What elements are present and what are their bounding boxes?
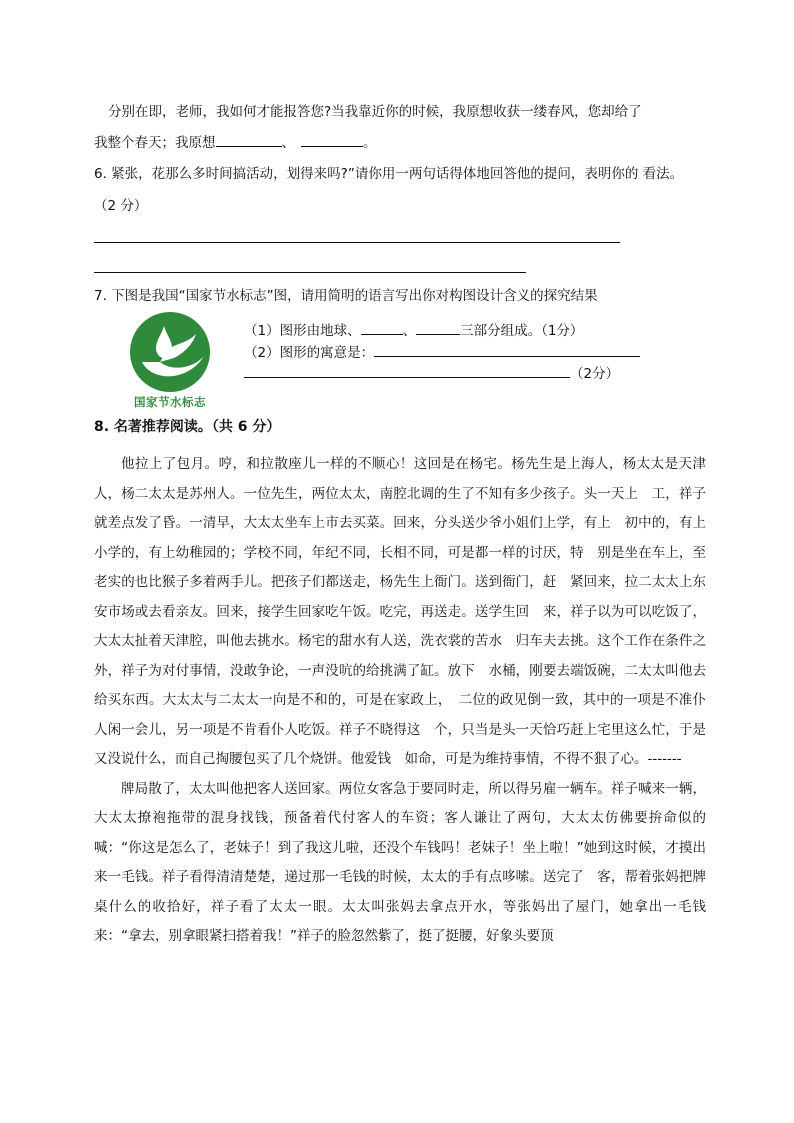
q7-blank-3[interactable] <box>374 342 640 357</box>
q7-item1 <box>244 320 583 341</box>
section5-line1: 分别在即，老师，我如何才能报答您?当我靠近你的时候，我原想收获一缕春风，您却给了 <box>108 104 642 120</box>
q7-text: 7. 下图是我国“国家节水标志”图，请用简明的语言写出你对构图设计含义的探究结果 <box>94 288 598 304</box>
logo-caption: 国家节水标志 <box>134 395 206 409</box>
q6-answer-line-1[interactable] <box>94 242 620 243</box>
section5-line2 <box>94 132 377 153</box>
q7-item1-sep: 、 <box>402 323 417 339</box>
section5-sep: 、 <box>281 135 295 151</box>
q7-item2-prefix: （2）图形的寓意是： <box>244 345 375 361</box>
q8-title: 8. 名著推荐阅读。（共 6 分） <box>94 419 281 435</box>
q8-passage <box>94 450 706 952</box>
q7-item2 <box>244 342 640 363</box>
section5-end: 。 <box>363 135 377 151</box>
q7-item1-suffix: 三部分组成。（1分） <box>460 323 584 339</box>
water-saving-logo-icon <box>122 312 218 396</box>
q6-text: 6. 紧张，花那么多时间搞活动，划得来吗?”请你用一两句话得体地回答他的提问，表明你的 看法。 <box>94 166 684 182</box>
q6-score: （2 分） <box>94 198 148 214</box>
q8-paragraph-2: 牌局散了，太太叫他把客人送回家。两位女客急于要同时走，所以得另雇一辆车。祥子喊来一辆，大太太撩袍拖带的混身找钱，预备着代付客人的车资；客人谦让了两句，大太太仿佛要拚命似的喊：“你这是怎么了，老妹子！到了我这儿啦，还没个车钱吗！老妹子！坐上啦！”她到这时候，才摸出来一毛钱。祥子看得清清楚楚，递过那一毛钱的时候，太太的手有点哆嗦。送完了 客，帮着张妈把牌桌什么的收拾好，祥子看了太太一眼。太太叫张妈去拿点开水，等张妈出了屋门，她拿出一毛钱来：“拿去，别拿眼紧扫搭着我！”祥子的脸忽然紫了，挺了挺腰，好象头要顶 <box>94 780 706 944</box>
answer-blank-1[interactable] <box>216 132 282 147</box>
water-saving-logo <box>122 312 218 412</box>
q8-paragraph-1: 他拉上了包月。哼，和拉散座儿一样的不顺心！这回是在杨宅。杨先生是上海人，杨太太是天津人，杨二太太是苏州人。一位先生，两位太太，南腔北调的生了不知有多少孩子。头一天上 工，祥子就差点发了昏。一清早，大太太坐车上市去买菜。回来，分头送少爷小姐们上学，有上 初中的，有上小学的，有上幼稚园的；学校不同，年纪不同，长相不同，可是都一样的讨厌，特 别是坐在车上，至老实的也比猴子多着两手儿。把孩子们都送走，杨先生上衙门。送到衙门，赶 紧回来，拉二太太上东安市场或去看亲友。回来，接学生回家吃午饭。吃完，再送走。送学生回 来，祥子以为可以吃饭了，大太太扯着天津腔，叫他去挑水。杨宅的甜水有人送，洗衣裳的苦水 归车夫去挑。这个工作在条件之外，祥子为对付事情，没敢争论，一声没吭的给挑满了缸。放下 水桶，刚要去端饭碗，二太太叫他去给买东西。大太太与二太太一向是不和的，可是在家政上， 二位的政见倒一致，其中的一项是不准仆人闲一会儿，另一项是不肯看仆人吃饭。祥子不晓得这 个，只当是头一天恰巧赶上宅里这么忙，于是又没说什么，而自己掏腰包买了几个烧饼。他爱钱 如命，可是为维持事情，不得不狠了心。------- <box>94 456 706 767</box>
q6-answer-line-2[interactable] <box>94 272 526 273</box>
answer-blank-2[interactable] <box>301 132 363 147</box>
q7-blank-4[interactable] <box>244 363 570 378</box>
section5-line2-prefix: 我整个春天；我原想 <box>94 135 216 151</box>
q7-blank-2[interactable] <box>416 320 460 335</box>
q7-item2-suffix: （2分） <box>570 366 620 382</box>
q7-item2-line2 <box>244 363 619 384</box>
q7-item1-prefix: （1）图形由地球、 <box>244 323 361 339</box>
q7-blank-1[interactable] <box>361 320 403 335</box>
